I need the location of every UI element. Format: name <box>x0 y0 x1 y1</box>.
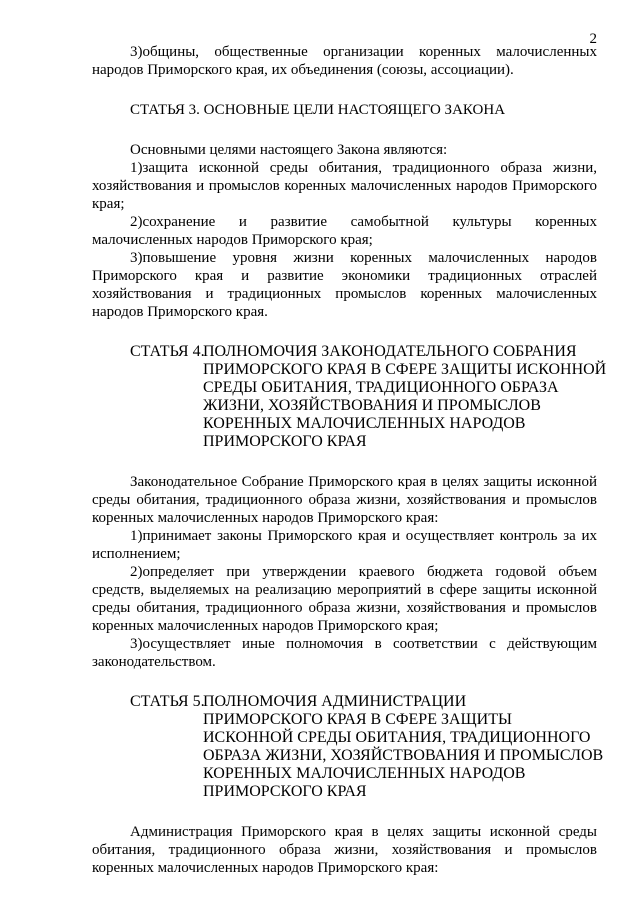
article4-heading-line: ПОЛНОМОЧИЯ ЗАКОНОДАТЕЛЬНОГО СОБРАНИЯ <box>203 343 577 360</box>
article4-item: 1)принимает законы Приморского края и осуществляет контроль за их исполнением; <box>92 528 597 562</box>
article4-heading-line: КОРЕННЫХ МАЛОЧИСЛЕННЫХ НАРОДОВ <box>203 415 526 432</box>
article2-item-3: 3)общины, общественные организации коренных малочисленных народов Приморского края, их объединения (союзы, ассоциации). <box>92 44 597 78</box>
article4-item: 3)осуществляет иные полномочия в соответствии с действующим законодательством. <box>92 636 597 670</box>
article5-heading-line: КОРЕННЫХ МАЛОЧИСЛЕННЫХ НАРОДОВ <box>203 765 526 782</box>
article5-heading-line: ИСКОННОЙ СРЕДЫ ОБИТАНИЯ, ТРАДИЦИОННОГО <box>203 729 591 746</box>
article5-heading <box>92 693 604 801</box>
article4-item: 2)определяет при утверждении краевого бюджета годовой объем средств, выделяемых на реализацию мероприятий в сфере защиты исконной среды обитания, традиционного образа жизни, хозяйствования и промыслов коренных малочисленных народов Приморского края; <box>92 564 597 634</box>
article5-intro: Администрация Приморского края в целях защиты исконной среды обитания, традиционного образа жизни, хозяйствования и промыслов коренных малочисленных народов Приморского края: <box>92 824 597 876</box>
article4-heading-line: ПРИМОРСКОГО КРАЯ В СФЕРЕ ЗАЩИТЫ ИСКОННОЙ <box>203 361 607 378</box>
article3-heading: СТАТЬЯ 3. ОСНОВНЫЕ ЦЕЛИ НАСТОЯЩЕГО ЗАКОНА <box>130 102 506 118</box>
article5-heading-line: ОБРАЗА ЖИЗНИ, ХОЗЯЙСТВОВАНИЯ И ПРОМЫСЛОВ <box>203 747 604 764</box>
article4-heading-line: ПРИМОРСКОГО КРАЯ <box>203 433 367 450</box>
page-number: 2 <box>589 31 597 47</box>
article5-heading-line: ПРИМОРСКОГО КРАЯ <box>203 783 367 800</box>
article4-heading-line: СРЕДЫ ОБИТАНИЯ, ТРАДИЦИОННОГО ОБРАЗА <box>203 379 559 396</box>
document-body <box>92 43 607 877</box>
article3-intro: Основными целями настоящего Закона являются: <box>130 142 448 158</box>
article5-heading-line: ПРИМОРСКОГО КРАЯ В СФЕРЕ ЗАЩИТЫ <box>203 711 512 728</box>
article4-label: СТАТЬЯ 4. <box>130 343 205 360</box>
article3-item: 2)сохранение и развитие самобытной культуры коренных малочисленных народов Приморского края; <box>92 214 597 248</box>
article5-label: СТАТЬЯ 5. <box>130 693 205 710</box>
article4-heading-line: ЖИЗНИ, ХОЗЯЙСТВОВАНИЯ И ПРОМЫСЛОВ <box>203 397 541 414</box>
article4-heading <box>92 343 607 451</box>
article4-intro: Законодательное Собрание Приморского края в целях защиты исконной среды обитания, традиционного образа жизни, хозяйствования и промыслов коренных малочисленных народов Приморского края: <box>92 474 597 526</box>
article5-heading-line: ПОЛНОМОЧИЯ АДМИНИСТРАЦИИ <box>203 693 467 710</box>
article3-item: 3)повышение уровня жизни коренных малочисленных народов Приморского края и развитие экономики традиционных отраслей хозяйствования и традиционных промыслов коренных малочисленных народов Приморского края. <box>92 250 597 320</box>
article3-item: 1)защита исконной среды обитания, традиционного образа жизни, хозяйствования и промыслов коренных малочисленных народов Приморского края; <box>92 160 597 212</box>
